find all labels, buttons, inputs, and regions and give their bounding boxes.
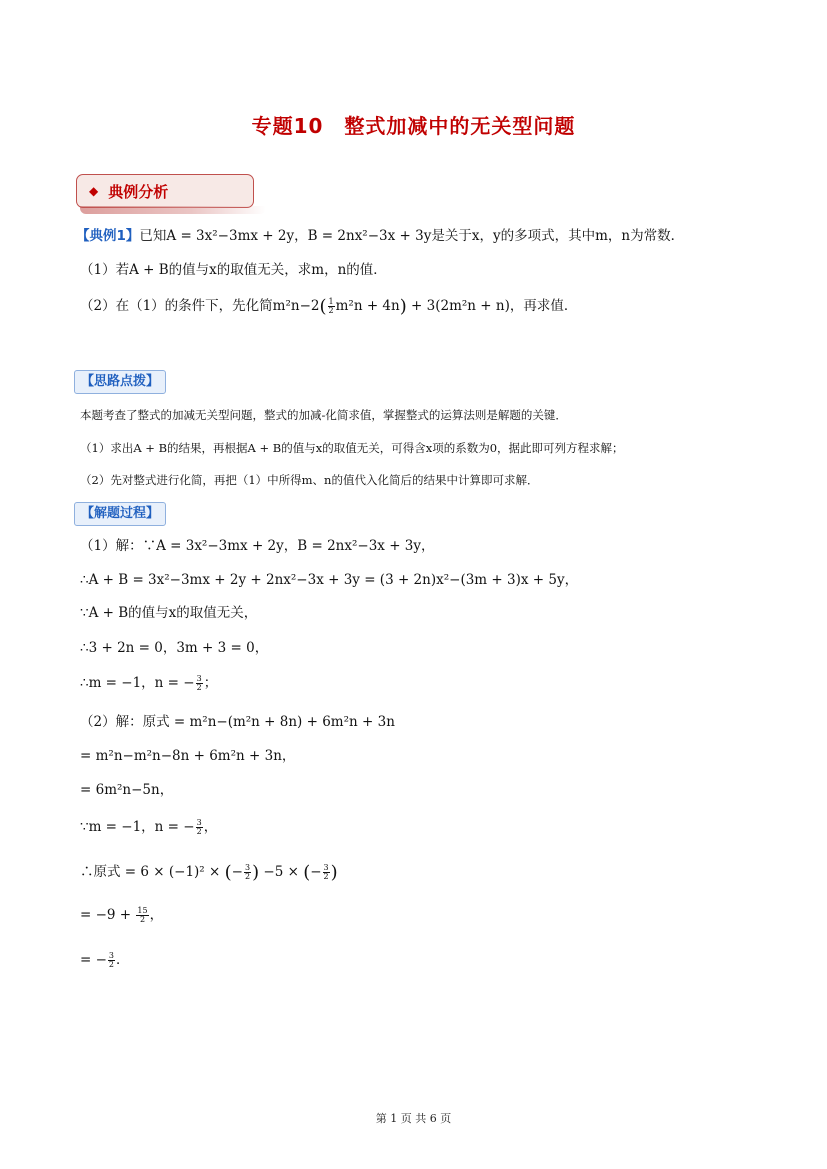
fraction: $\frac{3}{2}$ bbox=[196, 674, 202, 692]
solution-step: ∵m = −1，n = − $\frac{3}{2}$ ， bbox=[80, 818, 218, 836]
hint-line-3: （2）先对整式进行化简，再把（1）中所得m、n的值代入化简后的结果中计算即可求解． bbox=[80, 473, 539, 487]
fraction: $\frac{3}{2}$ bbox=[196, 818, 202, 836]
fraction: $\frac{3}{2}$ bbox=[108, 951, 115, 969]
solution-step: ∴原式 = 6 × (−1)² × (− $\frac{3}{2}$ ) −5 × (− $\frac{3}{2}$ ) bbox=[80, 862, 338, 883]
solution-step: ∴m = −1，n = − $\frac{3}{2}$ ； bbox=[80, 674, 218, 692]
solution-step: （2）解：原式 = m²n−(m²n + 8n) + 6m²n + 3n bbox=[80, 714, 395, 730]
fraction: $\frac{3}{2}$ bbox=[323, 863, 329, 881]
solution-step: ∴A + B = 3x²−3mx + 2y + 2nx²−3x + 3y = (3 + 2n)x²−(3m + 3)x + 5y， bbox=[80, 572, 579, 588]
example-q2: （2）在（1）的条件下，先化简m²n−2( $\frac{1}{2}$ m²n + 4n) + 3(2m²n + n)，再求值． bbox=[80, 296, 578, 317]
fraction: $\frac{3}{2}$ bbox=[244, 863, 251, 881]
solution-step: = m²n−m²n−8n + 6m²n + 3n， bbox=[80, 748, 296, 764]
example-statement bbox=[76, 226, 684, 246]
solution-step: ∴3 + 2n = 0，3m + 3 = 0， bbox=[80, 640, 269, 656]
solution-step: = −9 + $\frac{15}{2}$ ， bbox=[80, 906, 164, 924]
solution-step: （1）解：∵A = 3x²−3mx + 2y，B = 2nx²−3x + 3y， bbox=[80, 538, 435, 554]
hint-tag: 【思路点拨】 bbox=[74, 370, 166, 394]
fraction: $\frac{15}{2}$ bbox=[137, 906, 148, 924]
solution-step: = − $\frac{3}{2}$ ． bbox=[80, 951, 130, 969]
solution-step: ∵A + B的值与x的取值无关， bbox=[80, 605, 258, 621]
section-header bbox=[76, 174, 254, 208]
example-text: 已知A = 3x²−3mx + 2y，B = 2nx²−3x + 3y是关于x，y的多项式，其中m，n为常数． bbox=[139, 228, 685, 244]
hint-line-2: （1）求出A + B的结果，再根据A + B的值与x的取值无关，可得含x项的系数为0，据此即可列方程求解； bbox=[80, 441, 624, 455]
page-title: 专题10 整式加减中的无关型问题 bbox=[251, 114, 576, 138]
hint-line-1: 本题考查了整式的加减无关型问题，整式的加减-化简求值，掌握整式的运算法则是解题的关键． bbox=[80, 408, 567, 422]
section-label: 典例分析 bbox=[108, 182, 169, 201]
solution-step: = 6m²n−5n， bbox=[80, 782, 174, 798]
page-number: 第 1 页 共 6 页 bbox=[375, 1112, 452, 1125]
diamond-icon: ◆ bbox=[89, 184, 99, 198]
section-header-shadow bbox=[80, 206, 266, 214]
solution-tag: 【解题过程】 bbox=[74, 502, 166, 526]
fraction: $\frac{1}{2}$ bbox=[328, 297, 334, 315]
example-q1: （1）若A + B的值与x的取值无关，求m，n的值． bbox=[80, 262, 387, 278]
example-tag: 【典例1】 bbox=[76, 228, 140, 244]
